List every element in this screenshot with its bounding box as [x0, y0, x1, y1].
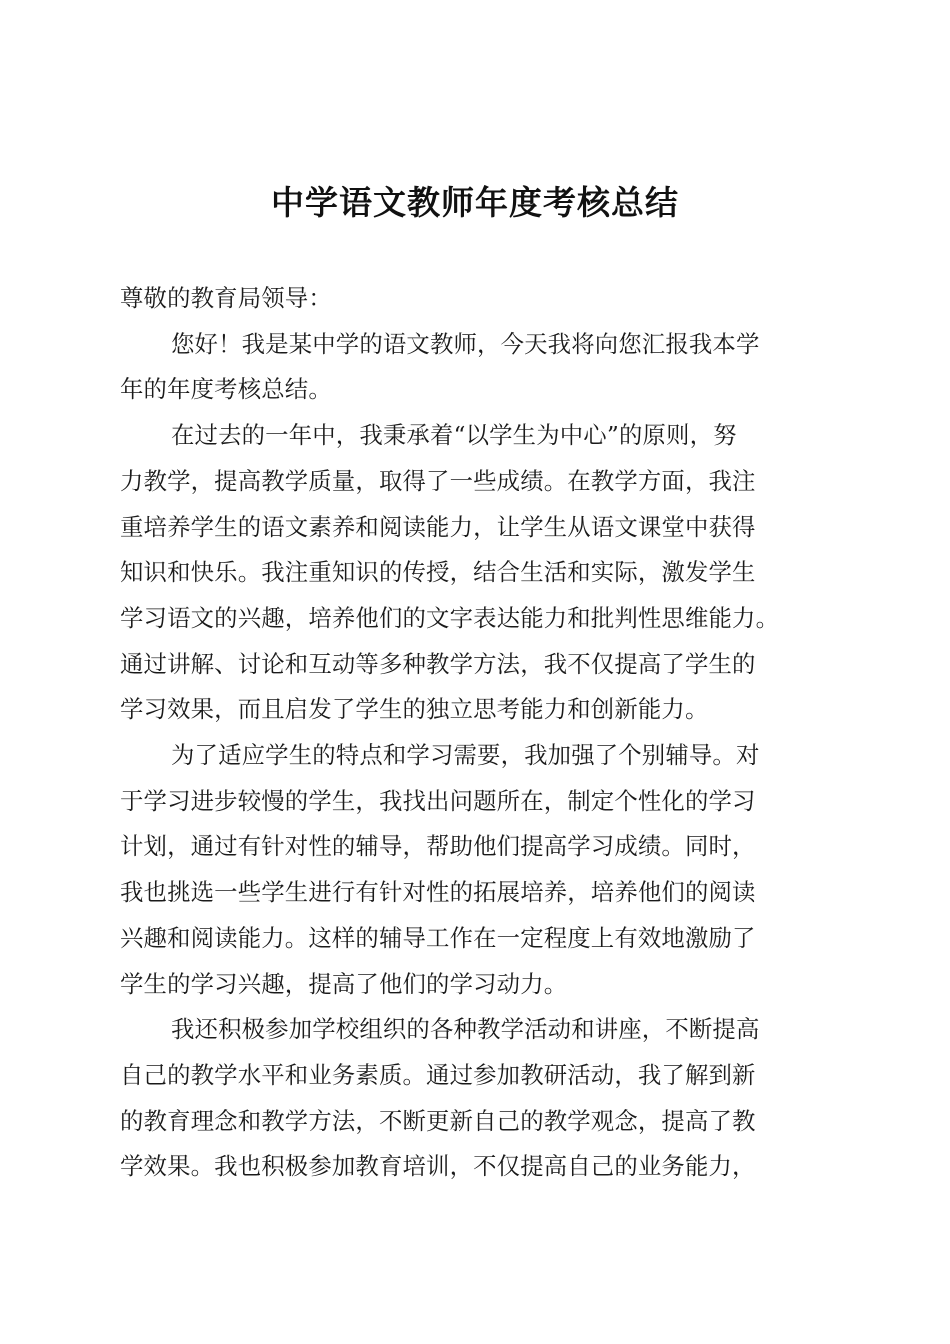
- text-line: 年的年度考核总结。: [120, 375, 332, 404]
- text-line: 学习效果，而且启发了学生的独立思考能力和创新能力。: [120, 695, 709, 724]
- text-line: 您好！我是某中学的语文教师，今天我将向您汇报我本学: [171, 329, 760, 358]
- text-line: 为了适应学生的特点和学习需要，我加强了个别辅导。对: [171, 741, 760, 770]
- document-title: 中学语文教师年度考核总结: [271, 183, 679, 222]
- text-line: 计划，通过有针对性的辅导，帮助他们提高学习成绩。同时，: [120, 832, 756, 861]
- text-line: 的教育理念和教学方法，不断更新自己的教学观念，提高了教: [120, 1106, 756, 1135]
- text-line: 重培养学生的语文素养和阅读能力，让学生从语文课堂中获得: [120, 512, 756, 541]
- text-line: 通过讲解、讨论和互动等多种教学方法，我不仅提高了学生的: [120, 649, 756, 678]
- text-line: 知识和快乐。我注重知识的传授，结合生活和实际，激发学生: [120, 558, 756, 587]
- text-line: 自己的教学水平和业务素质。通过参加教研活动，我了解到新: [120, 1060, 756, 1089]
- text-line: 学习语文的兴趣，培养他们的文字表达能力和批判性思维能力。: [120, 603, 780, 632]
- text-line: 我也挑选一些学生进行有针对性的拓展培养，培养他们的阅读: [120, 878, 756, 907]
- text-line: 学生的学习兴趣，提高了他们的学习动力。: [120, 969, 568, 998]
- text-line: 兴趣和阅读能力。这样的辅导工作在一定程度上有效地激励了: [120, 923, 756, 952]
- text-line: 于学习进步较慢的学生，我找出问题所在，制定个性化的学习: [120, 786, 756, 815]
- text-line: 在过去的一年中，我秉承着“以学生为中心”的原则，努: [171, 421, 737, 450]
- text-line: 力教学，提高教学质量，取得了一些成绩。在教学方面，我注: [120, 466, 756, 495]
- salutation: 尊敬的教育局领导：: [120, 284, 332, 312]
- text-line: 我还积极参加学校组织的各种教学活动和讲座，不断提高: [171, 1015, 760, 1044]
- text-line: 学效果。我也积极参加教育培训，不仅提高自己的业务能力，: [120, 1152, 756, 1181]
- document-body: [120, 276, 825, 1190]
- paragraph-training: [120, 1007, 825, 1190]
- paragraph-greeting: [120, 322, 825, 413]
- paragraph-tutoring: [120, 733, 825, 1007]
- paragraph-teaching: [120, 413, 825, 733]
